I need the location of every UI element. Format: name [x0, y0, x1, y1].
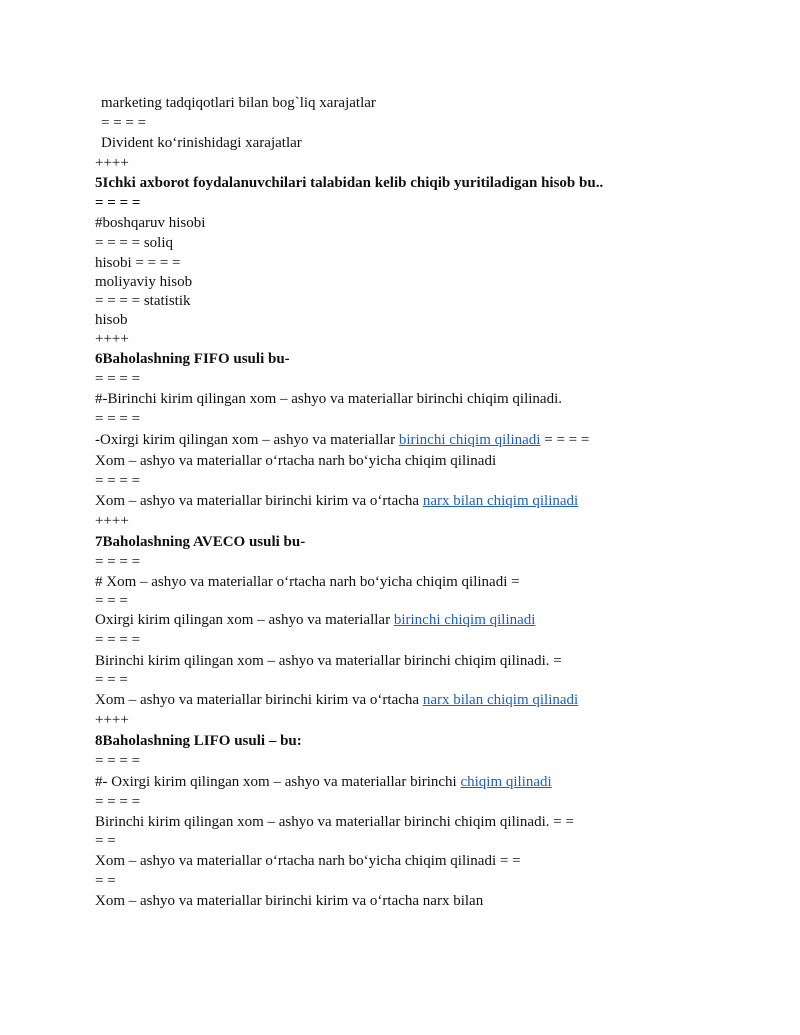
separator-line: = = = =: [95, 473, 141, 489]
separator-line: = = =: [95, 672, 128, 688]
question-8-title: 8Baholashning LIFO usuli – bu:: [95, 733, 302, 749]
plus-separator: ++++: [95, 331, 129, 347]
answer-correct: [95, 773, 552, 791]
separator-line: = =: [95, 833, 116, 849]
answer-line: = = = = statistik: [95, 293, 191, 309]
separator-line: = = = =: [95, 411, 141, 427]
text-line: marketing tadqiqotlari bilan bog`liq xarajatlar: [101, 95, 376, 111]
answer-link[interactable]: birinchi chiqim qilinadi: [393, 612, 536, 628]
answer-line: hisobi = = = =: [95, 255, 181, 271]
answer-line: Xom – ashyo va materiallar birinchi kirim va o‘rtacha narx bilan: [95, 893, 484, 909]
answer-link[interactable]: narx bilan chiqim qilinadi: [422, 692, 579, 708]
separator-line: = = = =: [95, 753, 141, 769]
separator-line: = = = =: [95, 794, 141, 810]
answer-line: [95, 431, 589, 449]
answer-link[interactable]: chiqim qilinadi: [460, 774, 552, 790]
separator-line: = =: [95, 873, 116, 889]
answer-line: [95, 611, 535, 629]
plus-separator: ++++: [95, 513, 129, 529]
answer-text: Xom – ashyo va materiallar birinchi kirim va o‘rtacha: [95, 692, 423, 708]
question-6-title: 6Baholashning FIFO usuli bu-: [95, 351, 290, 367]
answer-line: moliyaviy hisob: [95, 274, 193, 290]
answer-text: Oxirgi kirim qilingan xom – ashyo va materiallar: [95, 612, 394, 628]
answer-line: [95, 492, 578, 510]
answer-line: Xom – ashyo va materiallar o‘rtacha narh bo‘yicha chiqim qilinadi: [95, 453, 497, 469]
answer-text: Xom – ashyo va materiallar birinchi kirim va o‘rtacha: [95, 493, 423, 509]
answer-correct: #boshqaruv hisobi: [95, 215, 206, 231]
answer-line: Xom – ashyo va materiallar o‘rtacha narh bo‘yicha chiqim qilinadi = =: [95, 853, 521, 869]
separator-line: = = = =: [95, 371, 141, 387]
answer-correct: # Xom – ashyo va materiallar o‘rtacha narh bo‘yicha chiqim qilinadi =: [95, 574, 520, 590]
answer-line: [95, 691, 578, 709]
answer-text: #- Oxirgi kirim qilingan xom – ashyo va materiallar birinchi: [95, 774, 461, 790]
text-line: Divident ko‘rinishidagi xarajatlar: [101, 135, 302, 151]
separator-line: = = =: [95, 593, 128, 609]
separator-line: = = = =: [95, 554, 141, 570]
separator-line: = = = =: [95, 195, 141, 211]
plus-separator: ++++: [95, 155, 129, 171]
answer-line: Birinchi kirim qilingan xom – ashyo va materiallar birinchi chiqim qilinadi. =: [95, 653, 562, 669]
separator-line: = = = =: [95, 632, 141, 648]
question-7-title: 7Baholashning AVECO usuli bu-: [95, 534, 306, 550]
answer-line: hisob: [95, 312, 128, 328]
answer-correct: #-Birinchi kirim qilingan xom – ashyo va materiallar birinchi chiqim qilinadi.: [95, 391, 562, 407]
answer-link[interactable]: narx bilan chiqim qilinadi: [422, 493, 579, 509]
separator-line: = = = =: [101, 115, 147, 131]
answer-line: = = = = soliq: [95, 235, 174, 251]
answer-link[interactable]: birinchi chiqim qilinadi: [398, 432, 541, 448]
answer-line: Birinchi kirim qilingan xom – ashyo va materiallar birinchi chiqim qilinadi. = =: [95, 814, 574, 830]
plus-separator: ++++: [95, 712, 129, 728]
answer-text: -Oxirgi kirim qilingan xom – ashyo va materiallar: [95, 432, 399, 448]
question-5-title: 5Ichki axborot foydalanuvchilari talabidan kelib chiqib yuritiladigan hisob bu..: [95, 175, 604, 191]
answer-text: = = = =: [540, 432, 590, 448]
